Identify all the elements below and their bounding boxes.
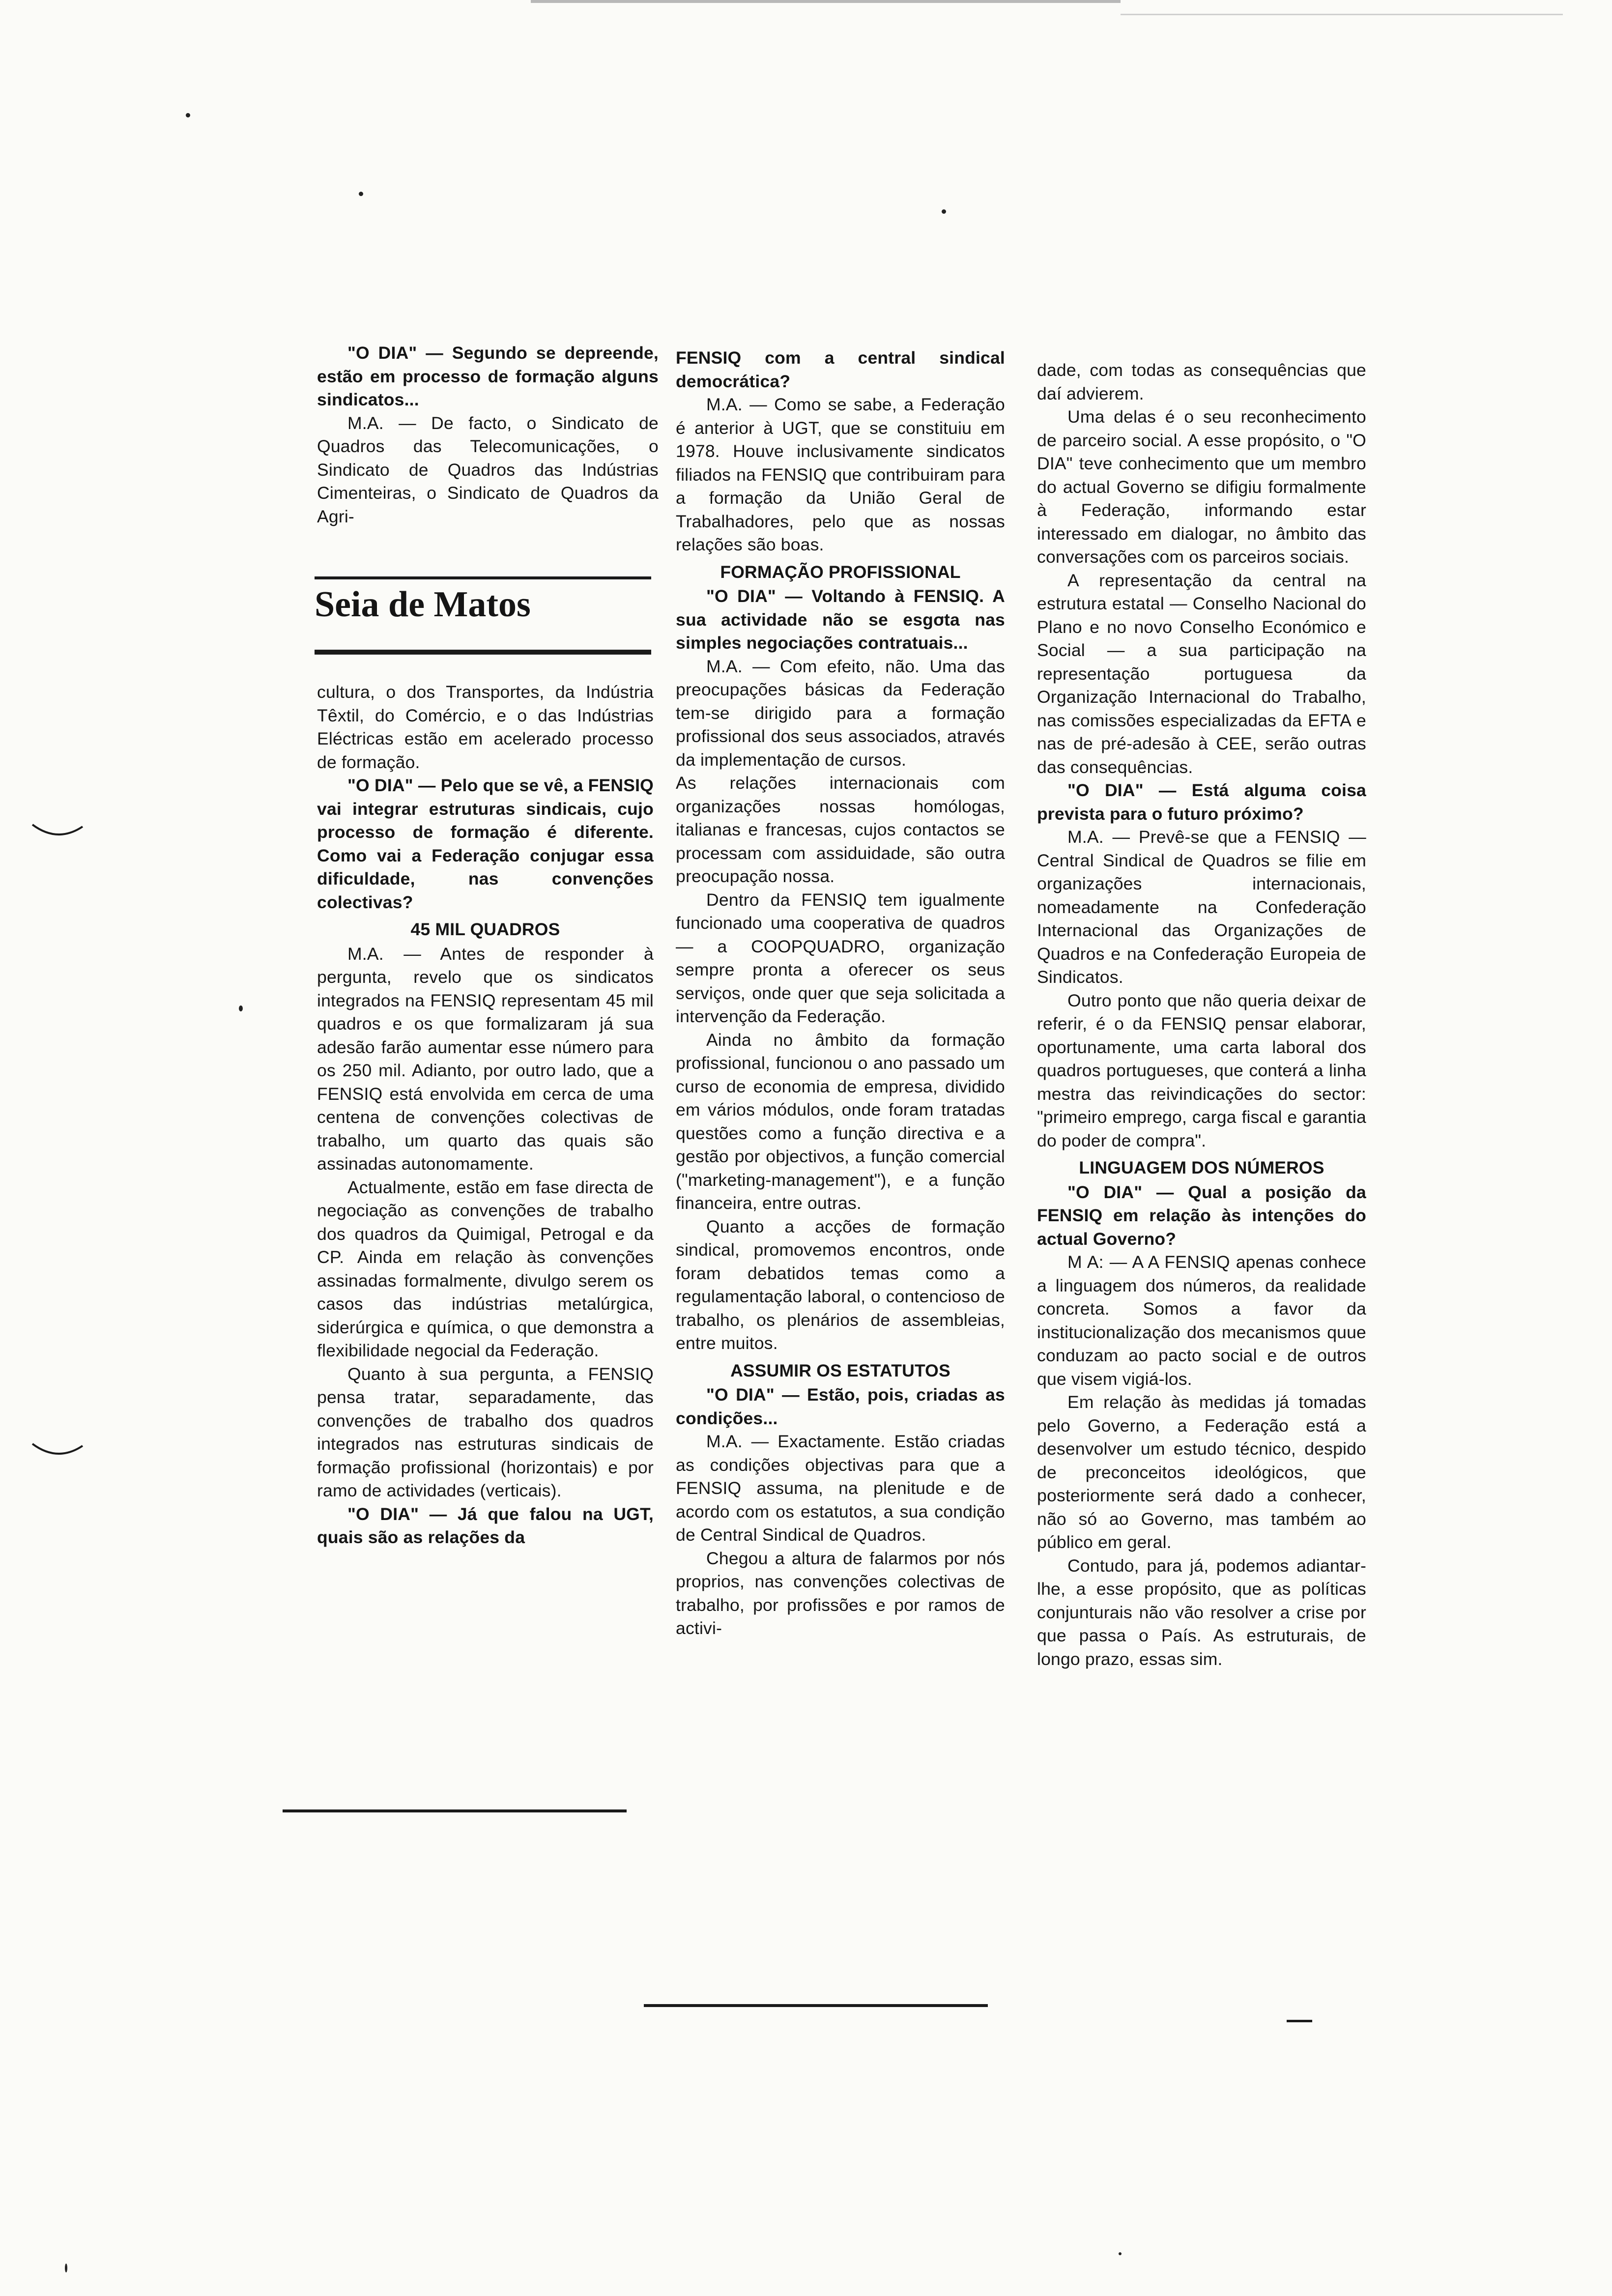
col1-paragraph: Quanto à sua pergunta, a FENSIQ pensa tratar, separadamente, das convenções de trabalho dos quadros integrados nas estruturas sindicais de formação profissional (horizontais) e por ramo de actividades (verticais). (317, 1364, 654, 1500)
scan-speck (186, 113, 190, 117)
col3-paragraph: M.A. — Prevê-se que a FENSIQ — Central Sindical de Quadros se filie em organizações internacionais, nomeadamente na Confederação Internacional das Organizações de Quadros e na Confederação Europeia de Sindicatos. (1037, 827, 1366, 987)
col3-question: "O DIA" — Está alguma coisa prevista para o futuro próximo? (1037, 780, 1366, 824)
column-2-end-rule (644, 2004, 988, 2007)
col2-paragraph: Ainda no âmbito da formação profissional, funcionou o ano passado um curso de economia de empresa, dividido em vários módulos, onde foram tratadas questões como a função directiva e a gestão por objectivos, a função comercial ("marketing-management"), e a função financeira, entre outras. (676, 1030, 1005, 1213)
scan-speck (65, 2264, 67, 2272)
col3-paragraph: dade, com todas as consequências que daí advierem. (1037, 360, 1366, 403)
column-3 (1037, 359, 1366, 1671)
col2-paragraph: M.A. — Exactamente. Estão criadas as condições objectivas para que a FENSIQ assuma, na plenitude e de acordo com os estatutos, a sua condição de Central Sindical de Quadros. (676, 1432, 1005, 1545)
col2-paragraph: Quanto a acções de formação sindical, promovemos encontros, onde foram debatidos temas como a regulamentação laboral, o contencioso de trabalho, os plenários de assembleias, entre muitos. (676, 1216, 1005, 1353)
scan-speck (359, 192, 363, 196)
column-2 (676, 346, 1005, 1640)
col3-paragraph: A representação da central na estrutura estatal — Conselho Nacional do Plano e no novo Conselho Económico e Social — a sua participação na representação portuguesa da Organização Internacional do Trabalho, nas comissões especializadas da EFTA e nas de pré-adesão à CEE, serão outras das consequências. (1037, 570, 1366, 777)
col1-question: "O DIA" — Já que falou na UGT, quais são as relações da (317, 1504, 654, 1547)
article-end-dash (1287, 2020, 1312, 2022)
col1-paragraph: M.A. — Antes de responder à pergunta, revelo que os sindicatos integrados na FENSIQ representam 45 mil quadros e os que formalizaram já sua adesão farão aumentar esse número para os 250 mil. Adianto, por outro lado, que a FENSIQ está envolvida em cerca de uma centena de convenções colectivas de trabalho, um quarto das quais são assinadas autonomamente. (317, 944, 654, 1174)
question-intro: "O DIA" — Segundo se depreende, estão em processo de formação alguns sindicatos... (317, 343, 659, 409)
article-title: Seia de Matos (315, 584, 531, 625)
section-heading-45-mil-quadros: 45 MIL QUADROS (410, 919, 560, 939)
col2-paragraph: M.A. — Com efeito, não. Uma das preocupações básicas da Federação tem-se dirigido para a formação profissional dos seus associados, através da implementação de cursos. (676, 656, 1005, 770)
col3-question: "O DIA" — Qual a posição da FENSIQ em relação às intenções do actual Governo? (1037, 1182, 1366, 1249)
col3-paragraph: Outro ponto que não queria deixar de referir, é o da FENSIQ pensar elaborar, oportunamente, uma carta laboral dos quadros portugueses, que conterá a linha mestra das reivindicações do sector: "primeiro emprego, carga fiscal e garantia do poder de compra". (1037, 990, 1366, 1150)
col2-paragraph: M.A. — Como se sabe, a Federação é anterior à UGT, que se constituiu em 1978. Houve inclusivamente sindicatos filiados na FENSIQ que contribuiram para a formação da União Geral de Trabalhadores, pelo que as nossas relações são boas. (676, 395, 1005, 554)
col3-paragraph: Contudo, para já, podemos adiantar-lhe, a esse propósito, que as políticas conjunturais não vão resolver a crise por que passa o País. As estruturais, de longo prazo, essas sim. (1037, 1555, 1366, 1669)
section-heading-linguagem-dos-numeros: LINGUAGEM DOS NÚMEROS (1079, 1158, 1324, 1177)
answer-intro: M.A. — De facto, o Sindicato de Quadros das Telecomunicações, o Sindicato de Quadros das Indústrias Cimenteiras, o Sindicato de Quadros da Agri- (317, 413, 659, 526)
scan-speck (239, 1005, 243, 1011)
col2-paragraph: Dentro da FENSIQ tem igualmente funcionado uma cooperativa de quadros — a COOPQUADRO, organização sempre pronta a oferecer os seus serviços, onde quer que seja solicitada a intervenção da Federação. (676, 890, 1005, 1026)
col1-paragraph: cultura, o dos Transportes, da Indústria Têxtil, do Comércio, e o das Indústrias Eléctricas estão em acelerado processo de formação. (317, 682, 654, 772)
scan-edge-line-2 (1121, 14, 1563, 15)
col3-paragraph: Em relação às medidas já tomadas pelo Governo, a Federação está a desenvolver um estudo técnico, despido de preconceitos ideológicos, que posteriormente será dado a conhecer, não só ao Governo, mas também ao público em geral. (1037, 1392, 1366, 1552)
section-heading-assumir-os-estatutos: ASSUMIR OS ESTATUTOS (730, 1360, 950, 1380)
col2-question: "O DIA" — Estão, pois, criadas as condições... (676, 1385, 1005, 1428)
title-rule-top (315, 576, 651, 579)
column-1-end-rule (283, 1809, 627, 1812)
column-1 (317, 681, 654, 1550)
col1-paragraph: Actualmente, estão em fase directa de negociação as convenções de trabalho dos quadros da Quimigal, Petrogal e da CP. Ainda em relação às convenções assinadas formalmente, divulgo serem os casos das indústrias metalúrgica, siderúrgica e química, o que demonstra a flexibilidade negocial da Federação. (317, 1177, 654, 1360)
title-rule-bottom (315, 650, 651, 655)
col3-paragraph: Uma delas é o seu reconhecimento de parceiro social. A esse propósito, o "O DIA" teve conhecimento que um membro do actual Governo se difigiu formalmente à Federação, informando estar interessado em dialogar, no âmbito das conversações com os parceiros sociais. (1037, 407, 1366, 567)
col2-question: "O DIA" — Voltando à FENSIQ. A sua actividade não se esgota nas simples negociações contratuais... (676, 586, 1005, 653)
scan-speck (1119, 2252, 1122, 2255)
margin-arc-upper (30, 822, 85, 841)
scan-edge-line (531, 0, 1121, 3)
section-heading-formacao-profissional: FORMAÇÃO PROFISSIONAL (720, 562, 961, 582)
column-1-top (317, 342, 659, 528)
col2-paragraph: As relações internacionais com organizações nossas homólogas, italianas e francesas, cujos contactos se processam com assiduidade, são outra preocupação nossa. (676, 773, 1005, 886)
col2-question: FENSIQ com a central sindical democrática? (676, 348, 1005, 391)
margin-arc-lower (30, 1441, 85, 1461)
scan-speck (942, 209, 946, 214)
col3-paragraph: M A: — A A FENSIQ apenas conhece a linguagem dos números, da realidade concreta. Somos a favor da institucionalização dos mecanismos quue conduzam ao pacto social e de outros que visem vigiá-los. (1037, 1252, 1366, 1389)
col1-question: "O DIA" — Pelo que se vê, a FENSIQ vai integrar estruturas sindicais, cujo processo de formação é diferente. Como vai a Federação conjugar essa dificuldade, nas convenções colectivas? (317, 775, 654, 912)
col2-paragraph: Chegou a altura de falarmos por nós proprios, nas convenções colectivas de trabalho, por profissões e por ramos de activi- (676, 1548, 1005, 1638)
